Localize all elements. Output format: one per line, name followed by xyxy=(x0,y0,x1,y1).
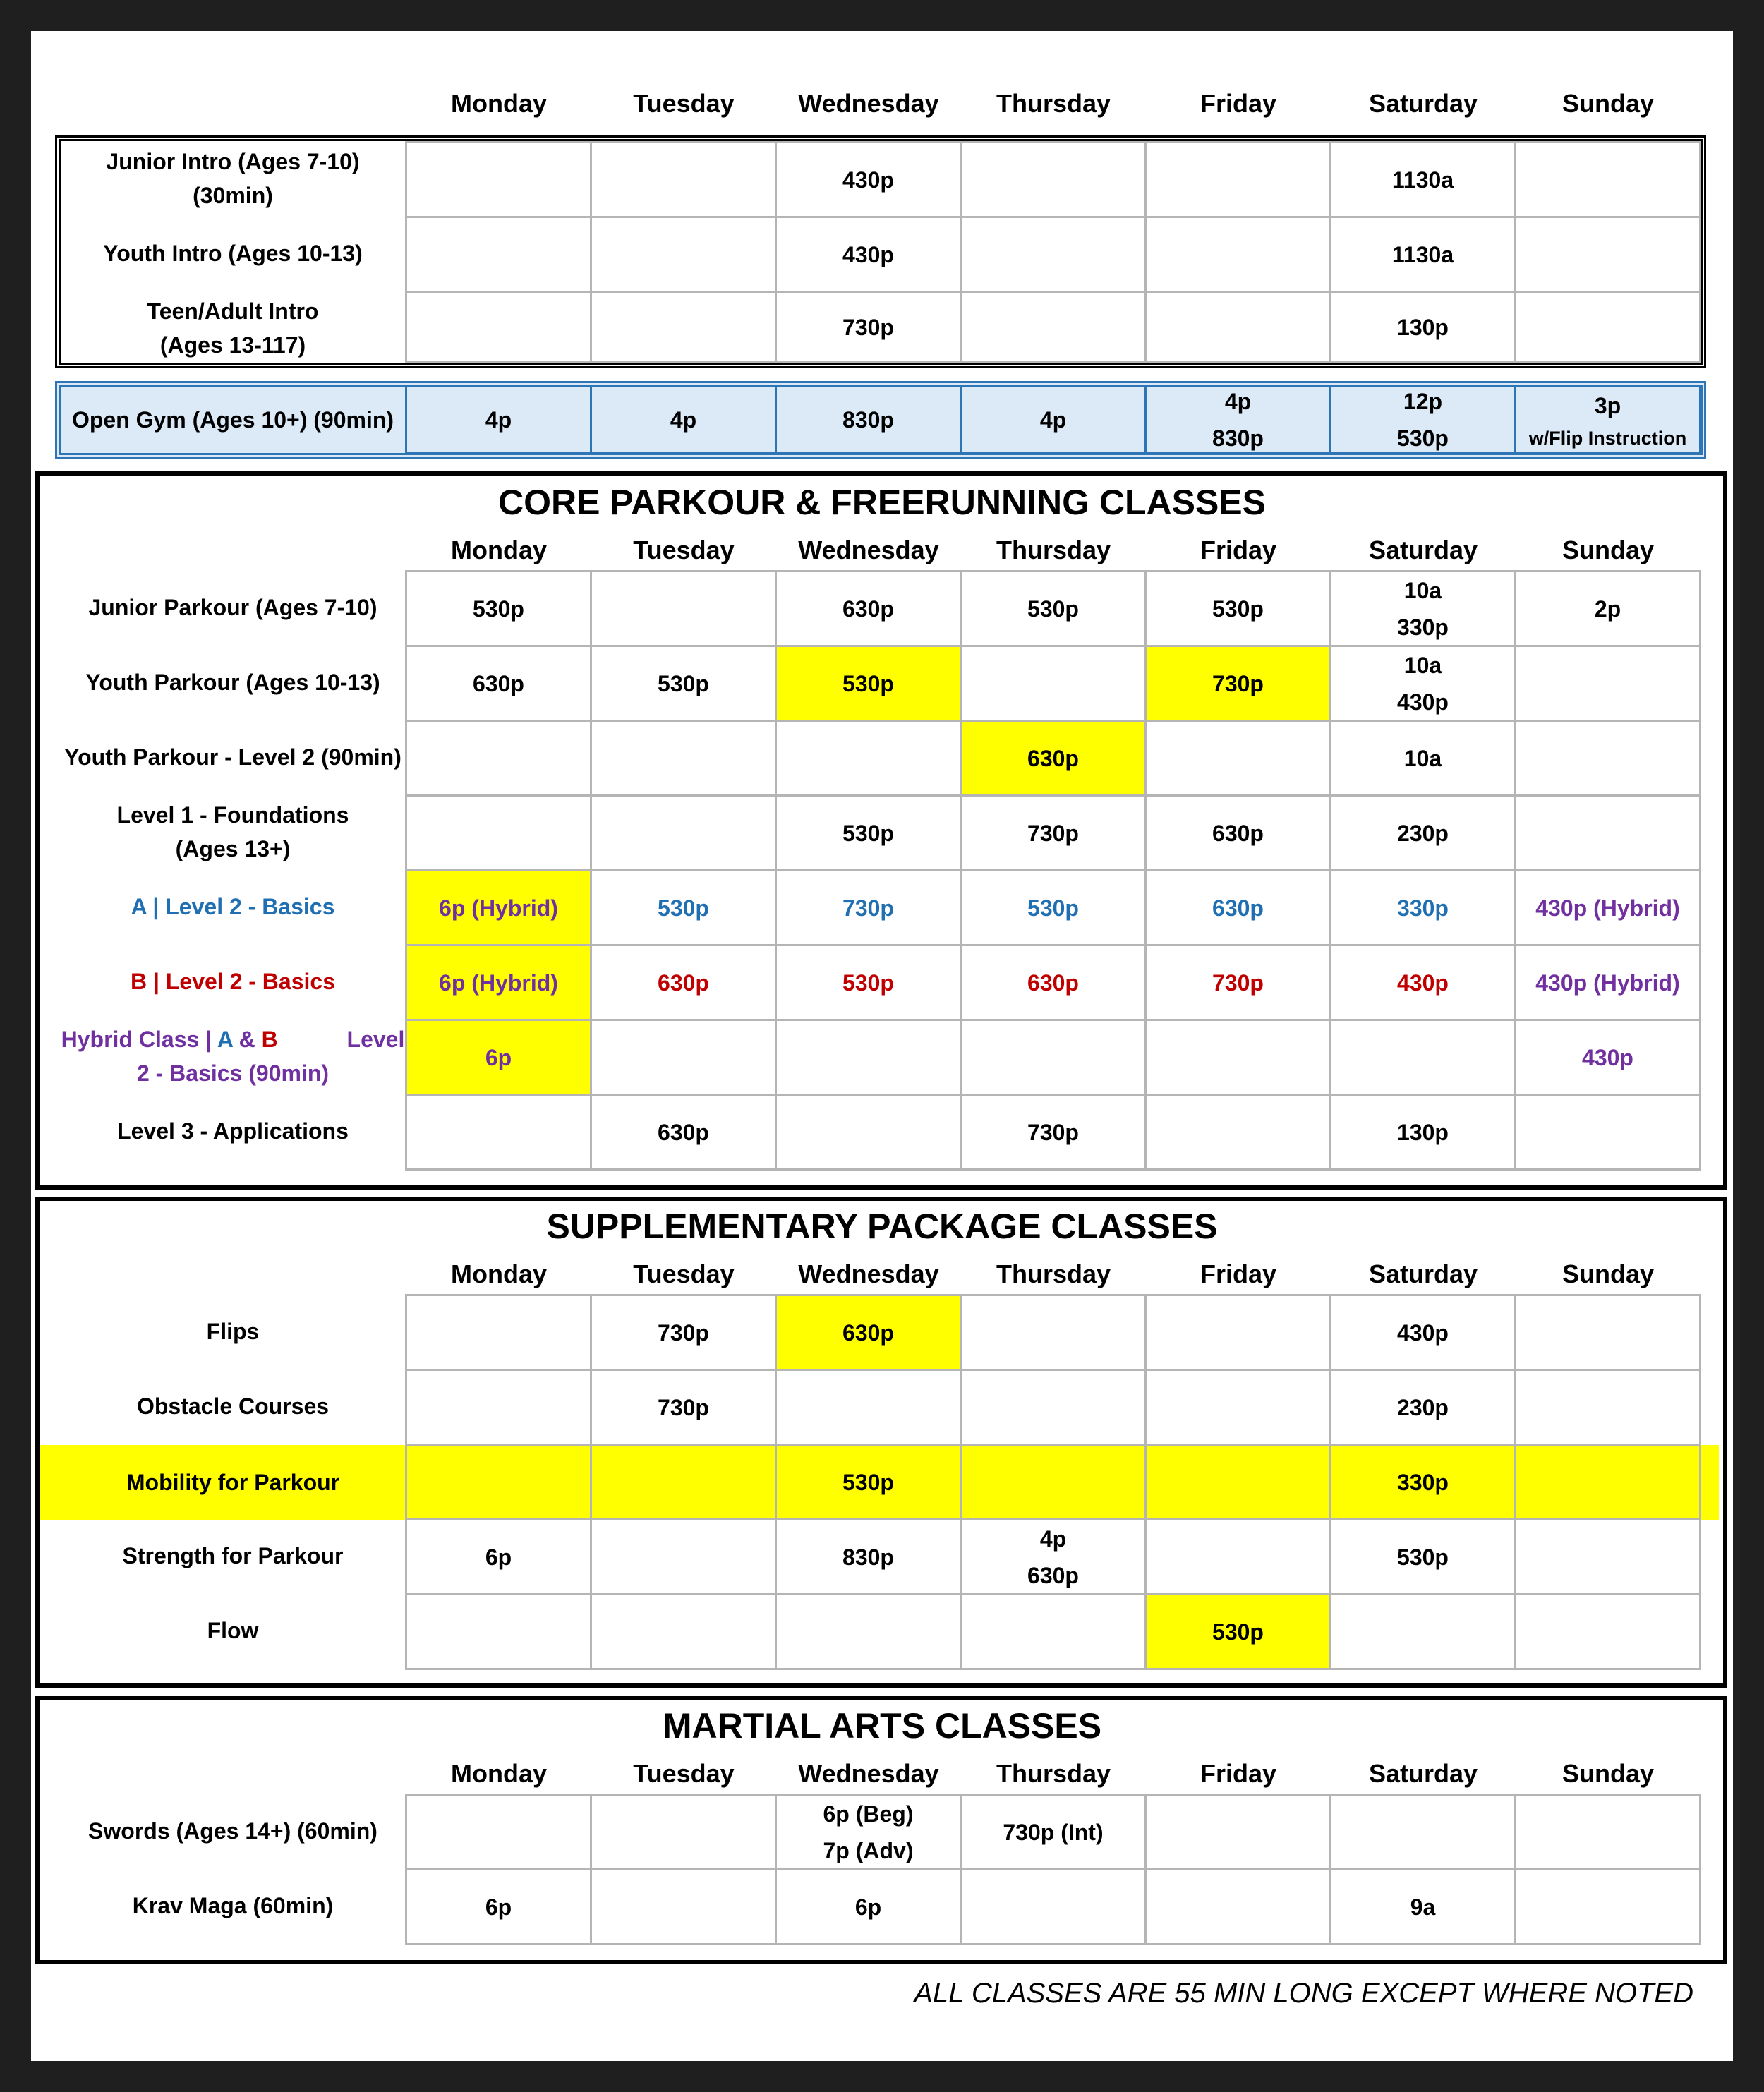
day-header-friday: Friday xyxy=(1200,89,1277,118)
row-label-krav-maga: Krav Maga (60min) xyxy=(132,1893,334,1918)
schedule-cell: 530p xyxy=(775,794,962,871)
schedule-cell xyxy=(1144,1794,1331,1870)
schedule-cell: 1130a xyxy=(1329,216,1516,293)
schedule-cell: 730p xyxy=(590,1294,777,1371)
day-header-wednesday: Wednesday xyxy=(798,1759,939,1788)
schedule-cell: 730p xyxy=(590,1369,777,1446)
day-header-sunday: Sunday xyxy=(1561,1759,1655,1788)
row-label-a-level-2-basics: A | Level 2 - Basics xyxy=(131,894,335,919)
row-label-junior-intro: Junior Intro (Ages 7-10) (30min) xyxy=(106,149,360,208)
schedule-cell: 630p xyxy=(405,645,592,722)
schedule-cell: 530p xyxy=(960,869,1147,946)
schedule-cell-highlighted: 530p xyxy=(775,1444,962,1520)
row-label-obstacle-courses: Obstacle Courses xyxy=(136,1393,330,1419)
row-label-flips: Flips xyxy=(206,1319,260,1344)
schedule-cell: 6p xyxy=(405,1518,592,1595)
row-label-hybrid-class: Hybrid Class | A & B Level 2 - Basics (90min) xyxy=(61,1027,405,1086)
schedule-cell: 1130a xyxy=(1329,141,1516,218)
day-header-sunday: Sunday xyxy=(1561,89,1655,118)
schedule-cell: 430p xyxy=(1329,1294,1516,1371)
day-header-thursday: Thursday xyxy=(996,536,1111,564)
row-label-level-3-applications: Level 3 - Applications xyxy=(117,1118,349,1144)
day-header-monday: Monday xyxy=(450,1759,547,1788)
row-label-youth-intro: Youth Intro (Ages 10-13) xyxy=(103,241,363,266)
day-header-sunday: Sunday xyxy=(1561,1259,1655,1288)
day-header-thursday: Thursday xyxy=(996,1259,1111,1288)
row-label-swords: Swords (Ages 14+) (60min) xyxy=(88,1818,377,1844)
day-header-tuesday: Tuesday xyxy=(633,536,735,564)
schedule-cell: 730p xyxy=(960,1094,1147,1171)
schedule-cell xyxy=(1144,1868,1331,1945)
schedule-cell: 630p xyxy=(1144,869,1331,946)
schedule-cell: 630p xyxy=(1144,794,1331,871)
row-label-mobility-for-parkour: Mobility for Parkour xyxy=(126,1470,340,1495)
day-header-tuesday: Tuesday xyxy=(633,1759,735,1788)
day-header-wednesday: Wednesday xyxy=(798,89,939,118)
day-header-monday: Monday xyxy=(450,89,547,118)
day-header-tuesday: Tuesday xyxy=(633,89,735,118)
schedule-cell: 730p xyxy=(775,869,962,946)
schedule-cell: 430p xyxy=(1514,1019,1701,1096)
schedule-cell: 630p xyxy=(590,944,777,1021)
schedule-cell: 230p xyxy=(1329,794,1516,871)
day-header-monday: Monday xyxy=(450,536,547,564)
schedule-cell: 630p xyxy=(775,570,962,647)
schedule-cell: 830p xyxy=(775,1518,962,1595)
schedule-cell: 4p xyxy=(405,385,592,454)
schedule-cell: 10a 430p xyxy=(1329,645,1516,722)
row-label-level-1-foundations: Level 1 - Foundations (Ages 13+) xyxy=(116,802,349,861)
schedule-cell: 430p (Hybrid) xyxy=(1514,869,1701,946)
row-label-youth-parkour-level-2: Youth Parkour - Level 2 (90min) xyxy=(64,744,401,770)
schedule-cell: 12p 530p xyxy=(1329,385,1516,454)
schedule-cell: 10a xyxy=(1329,720,1516,797)
schedule-cell-highlighted: 530p xyxy=(775,645,962,722)
day-header-friday: Friday xyxy=(1200,536,1277,564)
schedule-cell: 530p xyxy=(960,570,1147,647)
schedule-cell: 630p xyxy=(590,1094,777,1171)
schedule-cell: 130p xyxy=(1329,291,1516,363)
row-label-b-level-2-basics: B | Level 2 - Basics xyxy=(131,969,335,994)
schedule-cell: 730p xyxy=(775,291,962,363)
schedule-cell: 4p xyxy=(590,385,777,454)
row-label-youth-parkour: Youth Parkour (Ages 10-13) xyxy=(85,670,380,695)
schedule-cell xyxy=(590,1794,777,1870)
schedule-cell: 130p xyxy=(1329,1094,1516,1171)
schedule-cell: 430p xyxy=(775,216,962,293)
day-header-saturday: Saturday xyxy=(1368,1259,1478,1288)
schedule-cell: 430p xyxy=(1329,944,1516,1021)
schedule-cell xyxy=(960,1868,1147,1945)
schedule-cell-highlighted: 630p xyxy=(775,1294,962,1371)
schedule-cell: 530p xyxy=(775,944,962,1021)
schedule-cell-highlighted: 530p xyxy=(1144,1593,1331,1670)
section-title-core: CORE PARKOUR & FREERUNNING CLASSES xyxy=(497,483,1267,522)
day-header-thursday: Thursday xyxy=(996,89,1111,118)
schedule-cell: 530p xyxy=(590,645,777,722)
schedule-cell: 230p xyxy=(1329,1369,1516,1446)
row-label-flow: Flow xyxy=(207,1618,259,1643)
schedule-cell xyxy=(1514,1794,1701,1870)
schedule-cell-highlighted: 6p xyxy=(405,1019,592,1096)
schedule-cell-highlighted: 730p xyxy=(1144,645,1331,722)
schedule-cell: 530p xyxy=(405,570,592,647)
schedule-cell: 430p xyxy=(775,141,962,218)
schedule-cell: 430p (Hybrid) xyxy=(1514,944,1701,1021)
row-label-open-gym: Open Gym (Ages 10+) (90min) xyxy=(71,407,394,433)
schedule-cell: 730p xyxy=(1144,944,1331,1021)
schedule-cell: 330p xyxy=(1329,869,1516,946)
schedule-cell: 4p 630p xyxy=(960,1518,1147,1595)
schedule-cell: 730p (Int) xyxy=(960,1794,1147,1870)
schedule-cell xyxy=(590,1868,777,1945)
day-header-sunday: Sunday xyxy=(1561,536,1655,564)
schedule-cell: 530p xyxy=(1144,570,1331,647)
day-header-tuesday: Tuesday xyxy=(633,1259,735,1288)
schedule-cell: 4p 830p xyxy=(1144,385,1331,454)
day-header-saturday: Saturday xyxy=(1368,89,1478,118)
schedule-cell: 530p xyxy=(590,869,777,946)
section-title-supplementary: SUPPLEMENTARY PACKAGE CLASSES xyxy=(546,1207,1218,1246)
schedule-cell-highlighted: 630p xyxy=(960,720,1147,797)
schedule-cell: 6p xyxy=(775,1868,962,1945)
day-header-saturday: Saturday xyxy=(1368,1759,1478,1788)
schedule-cell: 630p xyxy=(960,944,1147,1021)
schedule-cell: 6p (Beg) 7p (Adv) xyxy=(775,1794,962,1870)
schedule-cell: 3p w/Flip Instruction xyxy=(1514,385,1701,454)
row-label-junior-parkour: Junior Parkour (Ages 7-10) xyxy=(88,595,377,620)
schedule-cell: 530p xyxy=(1329,1518,1516,1595)
schedule-cell: 730p xyxy=(960,794,1147,871)
schedule-cell xyxy=(1329,1794,1516,1870)
schedule-cell: 9a xyxy=(1329,1868,1516,1945)
schedule-cell: 2p xyxy=(1514,570,1701,647)
schedule-cell: 4p xyxy=(960,385,1147,454)
schedule-cell xyxy=(1514,1868,1701,1945)
row-label-teen-adult-intro: Teen/Adult Intro (Ages 13-117) xyxy=(147,298,319,358)
schedule-cell: 10a 330p xyxy=(1329,570,1516,647)
day-header-wednesday: Wednesday xyxy=(798,536,939,564)
day-header-thursday: Thursday xyxy=(996,1759,1111,1788)
footer-note: ALL CLASSES ARE 55 MIN LONG EXCEPT WHERE NOTED xyxy=(914,1978,1693,2009)
schedule-cell-highlighted: 6p (Hybrid) xyxy=(405,944,592,1021)
schedule-cell: 6p xyxy=(405,1868,592,1945)
schedule-cell: 830p xyxy=(775,385,962,454)
day-header-friday: Friday xyxy=(1200,1259,1277,1288)
day-header-monday: Monday xyxy=(450,1259,547,1288)
schedule-cell-highlighted: 330p xyxy=(1329,1444,1516,1520)
day-header-friday: Friday xyxy=(1200,1759,1277,1788)
day-header-saturday: Saturday xyxy=(1368,536,1478,564)
schedule-cell xyxy=(405,1794,592,1870)
day-header-wednesday: Wednesday xyxy=(798,1259,939,1288)
schedule-cell-highlighted: 6p (Hybrid) xyxy=(405,869,592,946)
row-label-strength-for-parkour: Strength for Parkour xyxy=(122,1543,344,1568)
section-title-martial-arts: MARTIAL ARTS CLASSES xyxy=(662,1706,1102,1746)
